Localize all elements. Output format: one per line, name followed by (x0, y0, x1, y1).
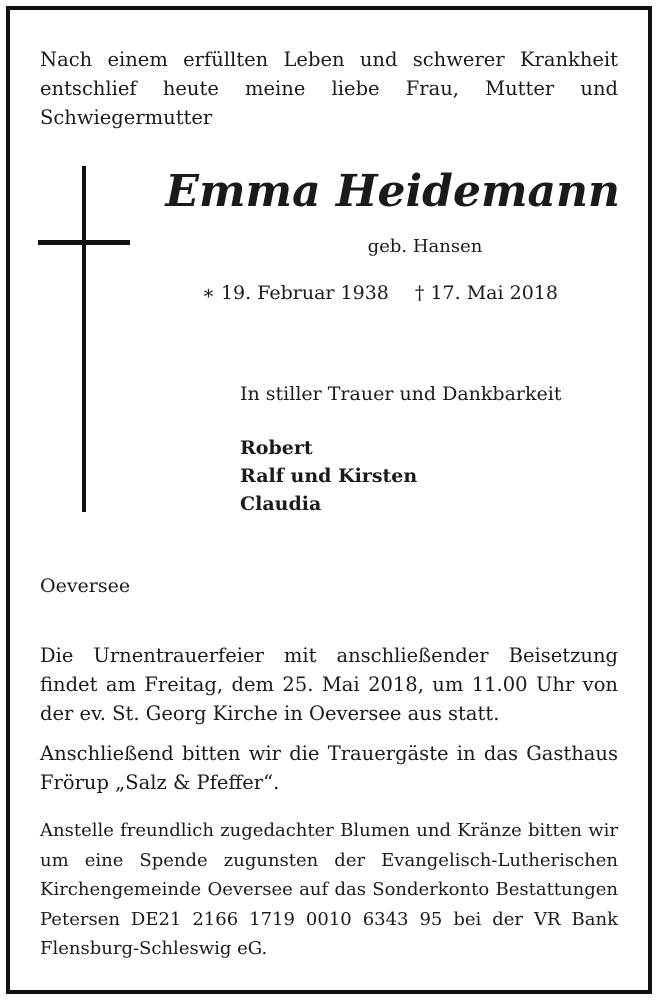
death-date: † 17. Mai 2018 (414, 282, 558, 304)
service-text: Die Urnentrauerfeier mit anschließender Beisetzung findet am Freitag, dem 25. Mai 2018, um 11.00 Uhr von der ev. St. Georg Kirche in Oeversee aus statt. (40, 644, 618, 725)
family-member: Claudia (240, 493, 322, 515)
family-list (240, 434, 417, 518)
place-name: Oeversee (40, 575, 131, 597)
mourning-line: In stiller Trauer und Dankbarkeit (240, 383, 562, 405)
reception-text: Anschließend bitten wir die Trauergäste in das Gasthaus Frörup „Salz & Pfeffer“. (40, 742, 618, 794)
cross-bar-icon (38, 240, 130, 245)
donation-text: Anstelle freundlich zugedachter Blumen und Kränze bitten wir um eine Spende zugunsten der Evangelisch-Lutherischen Kirchengemeinde Oeversee auf das Sonderkonto Bestattungen Petersen DE21 2166 1719 0010 6343 95 bei der VR Bank Flensburg-Schleswig eG. (40, 820, 618, 959)
intro-text: Nach einem erfüllten Leben und schwerer Krankheit entschlief heute meine liebe Frau, Mutter und Schwiegermutter (40, 48, 618, 129)
life-dates (180, 279, 580, 307)
maiden-name: geb. Hansen (367, 236, 483, 257)
birth-date: ∗ 19. Februar 1938 (202, 282, 389, 304)
deceased-name: Emma Heidemann (165, 166, 620, 217)
family-member: Ralf und Kirsten (240, 465, 418, 487)
family-member: Robert (240, 437, 313, 459)
cross-icon (82, 166, 86, 512)
